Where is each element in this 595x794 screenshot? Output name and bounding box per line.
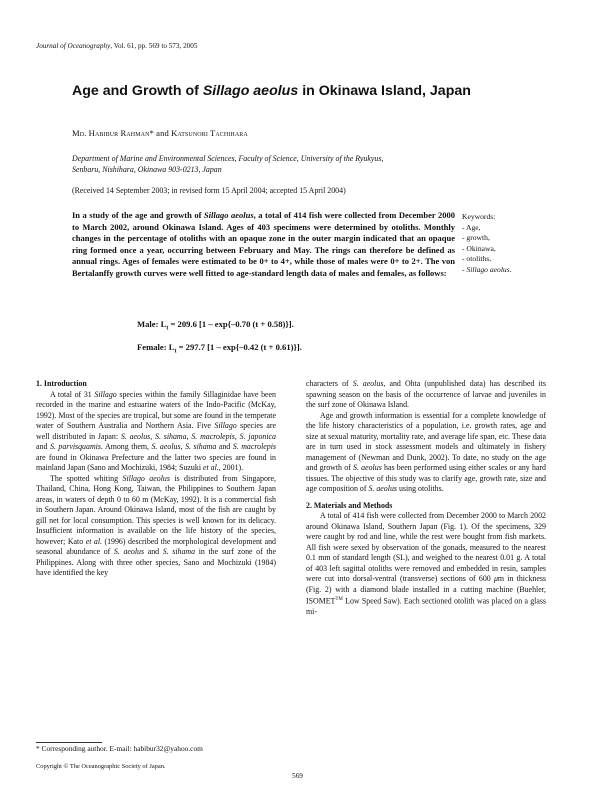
author-list: Md. Habibur Rahman* and Katsunori Tachihara bbox=[72, 128, 248, 138]
keywords-label: Keywords: bbox=[462, 212, 496, 221]
corresponding-author-footnote: * Corresponding author. E-mail: habibur32@yahoo.com bbox=[36, 744, 203, 753]
keyword-item: - Sillago aeolus. bbox=[462, 264, 512, 274]
methods-paragraph-1: A total of 414 fish were collected from December 2000 to March 2002 around Okinawa Island, Southern Japan (Fig. 1). Of the specimens, 329 were caught by rod and line, while the rest were bought from fish markets. All fish were sexed by observation of the gonads, measured to the nearest 0.1 mm of standard length (SL), and weighed to the nearest 0.01 g. A total of 403 left sagittal otoliths were removed and embedded in resin, samples were cut into dorsal-ventral (transverse) sections of 600 μm in thickness (Fig. 2) with a diamond blade installed in a cutting machine (Buehler, ISOMET™ Low Speed Saw). Each sectioned otolith was placed on a glass mi- bbox=[306, 511, 546, 617]
affiliation: Department of Marine and Environmental Sciences, Faculty of Science, University of the Ryukyus, Senbaru, Nishihara, Okinawa 903-0213, Japan bbox=[72, 154, 384, 174]
left-column bbox=[36, 379, 276, 579]
section-heading-methods: 2. Materials and Methods bbox=[306, 500, 393, 510]
journal-citation bbox=[36, 42, 197, 50]
keywords-box bbox=[462, 212, 552, 276]
intro-paragraph-2-continued: characters of S. aeolus, and Ohta (unpublished data) has described its spawning season on the basis of the occurrence of larvae and juveniles in the surf zone of Okinawa Island. bbox=[306, 379, 546, 409]
footnote-divider bbox=[36, 742, 102, 743]
intro-paragraph-3: Age and growth information is essential for a complete knowledge of the life history characteristics of a population, i.e. growth rates, age and size at sexual maturity, mortality rate, and average life span, etc. These data are in turn used in stock assessment models and ultimately in fishery management of (Newman and Dunk, 2002). To date, no study on the age and growth of S. aeolus has been performed using either scales or any hard tissues. The objective of this study was to clarify age, growth rate, size and age composition of S. aeolus using otoliths. bbox=[306, 410, 546, 493]
abstract: In a study of the age and growth of Sillago aeolus, a total of 414 fish were collected from December 2000 to March 2002, around Okinawa Island. Ages of 403 specimens were determined by otoliths. Monthly changes in the percentage of otoliths with an opaque zone in the outer margin indicated that an opaque ring formed once a year, occurring between February and May. The rings can therefore be defined as annual rings. Ages of females were estimated to be 0+ to 4+, while those of males were 0+ to 2+. The von Bertalanffy growth curves were well fitted to age-standard length data of males and females, as follows: bbox=[72, 210, 455, 278]
intro-paragraph-2: The spotted whiting Sillago aeolus is distributed from Singapore, Thailand, China, Hong Kong, Taiwan, the Philippines to Southern Japan areas, in waters of depth 0 to 60 m (McKay, 1992). It is a commercial fish in Southern Japan. Around Okinawa Island, most of the fish are caught by gill net for local consumption. This species is well known for its delicacy. Insufficient information is available on the life history of the species, however; Kato et al. (1996) described the morphological development and seasonal abundance of S. aeolus and S. sihama in the surf zone of the Philippines. Along with three other species, Sano and Mochizuki (1984) have identified the key bbox=[36, 473, 276, 577]
keyword-item: - Age, bbox=[462, 222, 481, 232]
page-number: 569 bbox=[292, 772, 303, 780]
journal-name: Journal of Oceanography bbox=[36, 42, 111, 50]
right-column bbox=[306, 379, 546, 618]
title-species: Sillago aeolus bbox=[202, 83, 299, 99]
keyword-item: - otoliths, bbox=[462, 254, 492, 264]
intro-paragraph-1: A total of 31 Sillago species within the family Sillaginidae have been recorded in the marine and estuarine waters of the Indo-Pacific (McKay, 1992). Most of the species are tropical, but some are found in the temperate water of Southern Australia and Northern Asia. Five Sillago species are well distributed in Japan: S. aeolus, S. sihama, S. macrolepis, S. japonica and S. parvisquamis. Among them, S. aeolus, S. sihama and S. macrolepis are found in Okinawa Prefecture and the latter two species are found in mainland Japan (Sano and Mochizuki, 1984; Suzuki et al., 2001). bbox=[36, 389, 277, 472]
section-heading-introduction: 1. Introduction bbox=[36, 379, 87, 388]
author-1: Md. Habibur Rahman* bbox=[72, 128, 154, 138]
keyword-item: - growth, bbox=[462, 233, 490, 243]
author-2: Katsunori Tachihara bbox=[171, 128, 248, 138]
male-growth-equation: Male: $L_t = 209.6$ [1 – exp{–0.70 (t + 0.58)}]. bbox=[137, 319, 294, 332]
journal-details: , Vol. 61, pp. 569 to 573, 2005 bbox=[110, 42, 198, 50]
paper-title: Age and Growth of Sillago aeolus in Okinawa Island, Japan bbox=[72, 83, 471, 99]
female-growth-equation: Female: $L_t = 297.7$ [1 – exp{–0.42 (t + 0.61)}]. bbox=[137, 342, 302, 355]
received-dates: (Received 14 September 2003; in revised form 15 April 2004; accepted 15 April 2004) bbox=[72, 186, 346, 195]
copyright-notice: Copyright © The Oceanographic Society of Japan. bbox=[36, 763, 166, 770]
keyword-item: - Okinawa, bbox=[462, 243, 496, 253]
